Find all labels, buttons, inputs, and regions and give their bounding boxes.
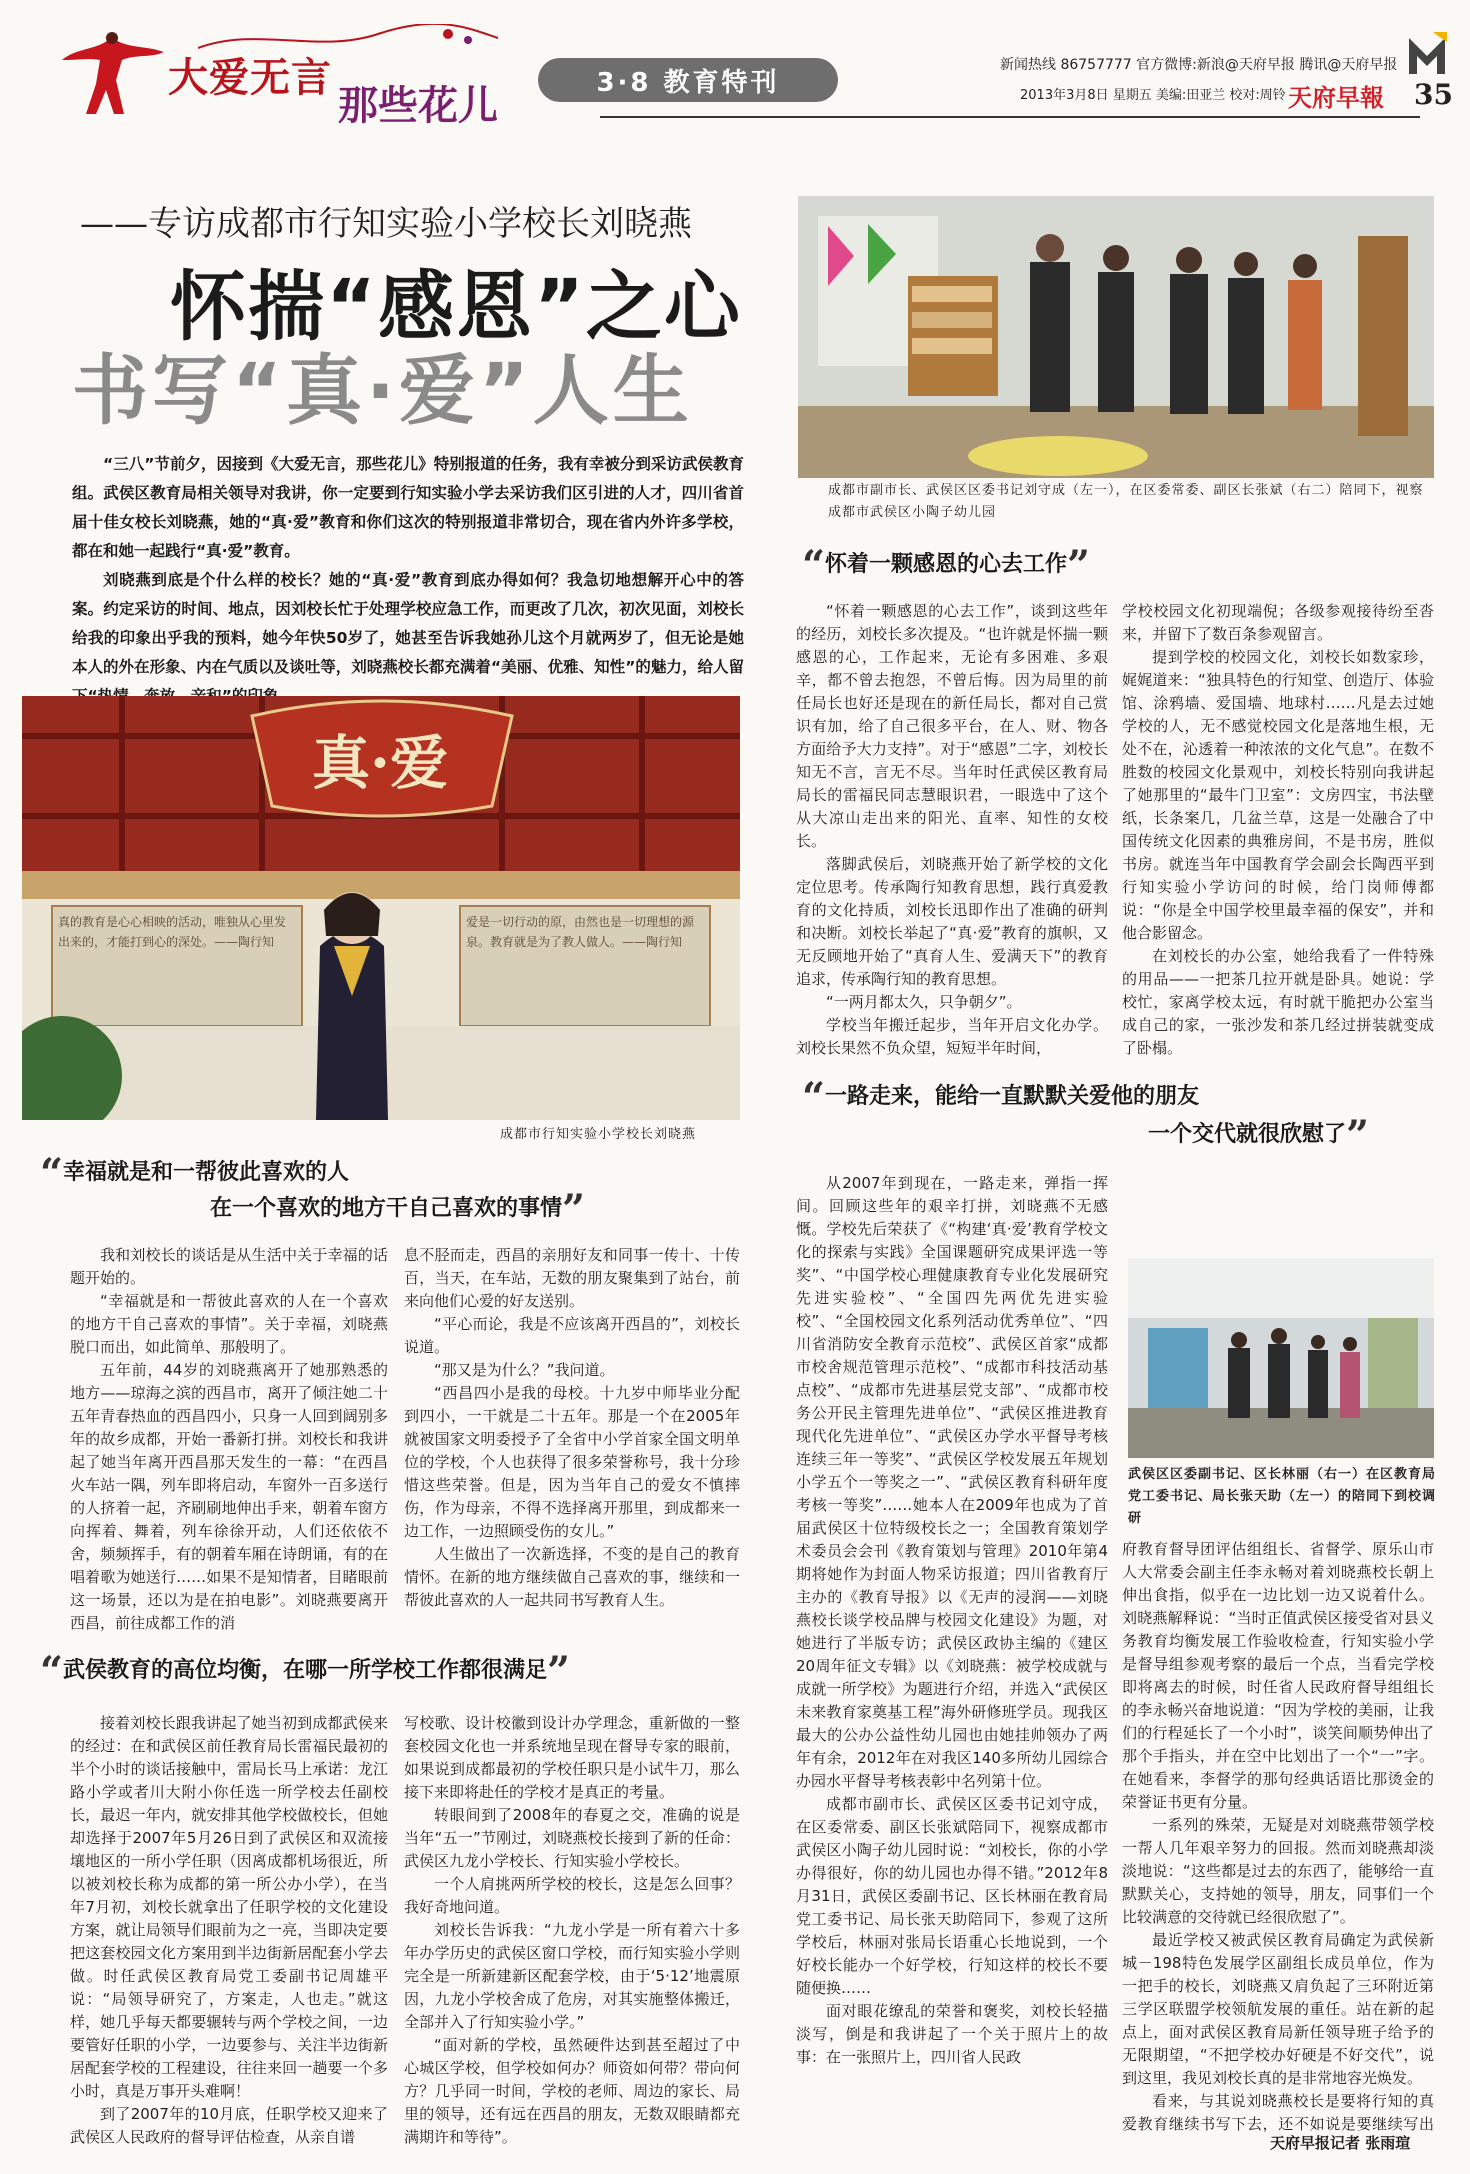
close-quote-mark: ” [1346, 1112, 1370, 1159]
paper-name: 天府早報 [1288, 83, 1384, 112]
dancer-icon [56, 30, 166, 116]
close-quote-mark: ” [562, 1186, 586, 1233]
article-intro [72, 450, 744, 711]
photo-caption-visit: 成都市副市长、武侯区区委书记刘守成（左一），在区委常委、副区长张斌（右二）陪同下，视察成都市武侯区小陶子幼儿园 [828, 483, 1424, 520]
photo-school-inspection [1128, 1258, 1434, 1458]
intro-paragraph: 刘晓燕到底是个什么样的校长？她的“真·爱”教育到底办得如何？我急切地想解开心中的答案。约定采访的时间、地点，因刘校长忙于处理学校应急工作，而更改了几次，初次见面，刘校长给我的印象出乎我的预料，她今年快50岁了，她甚至告诉我她孙儿这个月就两岁了，但无论是她本人的外在形象、内在气质以及谈吐等，刘晓燕校长都充满着“美丽、优雅、知性”的魅力，给人留 [72, 571, 744, 676]
portrait-sign-text: 真·爱 [311, 729, 449, 797]
page-number: 35 [1414, 78, 1453, 111]
open-quote-mark: “ [802, 542, 826, 589]
special-edition-banner: 3·8 教育特刊 [538, 58, 838, 102]
logo-text-main: 大爱无言 [168, 54, 332, 101]
text-column: 我和刘校长的谈话是从生活中关于幸福的话题开始的。 “幸福就是和一帮彼此喜欢的人在一个喜欢的地方干自己喜欢的事情”。关于幸福，刘晓燕脱口而出，如此简单、那般明了。 五年前，44岁的刘晓燕离开了她那熟悉的地方——琼海之滨的西昌市，离开了倾注她二十五年青春热血的西昌四小，只身一人回到阔别多年的故乡成都，开始一番新打拼。刘校长和我讲起了她当年离开西昌那天发生的一幕：“在西昌火车站一隅，列车即将启动，车窗外一百多送行的人挤着一起，齐刷刷地伸出手来，朝着车窗方向挥着、舞着，列车徐徐开动，人们还依依不舍，频频挥手，有的朝着车厢在诗朗诵，有的在唱着歌为她送行……如果不是知情者，目睹眼前这一场景，还以为是在拍电影”。刘晓燕要离开西昌，前往成都工作的消 [70, 1246, 388, 1632]
section-heading-balance: “武侯教育的高位均衡，在哪一所学校工作都很满足” [40, 1648, 571, 1695]
header-rule [600, 116, 1420, 118]
headline-line-1: 怀揣“感恩”之心 [170, 262, 742, 351]
intro-paragraph: “三八”节前夕，因接到《大爱无言，那些花儿》特别报道的任务，我有幸被分到采访武侯教育组。武侯区教育局相关领导对我讲，你一定要到行知实验小学去采访我们区引进的人才，四川省首届十佳女校长刘晓燕，她的“真·爱”教育和你们这次的特别报道非常切合，现在省内外许多学校，都在和她一起践行“真·爱”教育。 [72, 455, 744, 560]
text-column: 府教育督导团评估组组长、省督学、原乐山市人大常委会副主任李永畅对着刘晓燕校长朝上伸出食指，似乎在一边比划一边又说着什么。刘晓燕解释说：“当时正值武侯区接受省对县义务教育均衡发展工作验收检查，行知实验小学是督导组参观考察的最后一个点，当看完学校即将离去的时候，时任省人民政府督导组组长的李永畅兴奋地说道：“因为学校的美丽，让我们的行程延长了一个小时”，谈笑间顺势伸出了那个手指头，并在空中比划出了一个“一”字。在她看来，李督学的那句经典话语比那烫金的荣誉证书更有分量。 一系列的殊荣，无疑是对刘晓燕带领学校一帮人几年艰辛努力的回报。然而刘晓燕却淡淡地说：“这些都是过去的东西了，能够给一直默默关心，支持她的领导，朋友，同事们一个比较满意的交待就已经很欣慰了”。 最近学校又被武侯区教育局确定为武侯新城－198特色发展学区副组长成员单位，作为一把手的校长，刘晓燕又肩负起了三环附近第三学区联盟学校领航发展的重任。站在新的起点上，面对武侯区教育局新任领导班子给予的无限期望，“不把学校办好硬是不好交代”，说到这里，我见刘校长真的是非常地容光焕发。 看来，与其说刘晓燕校长是要将行知的真爱教育继续书写下去，还不如说是要继续写出 [1122, 1540, 1434, 2132]
open-quote-mark: “ [40, 1648, 64, 1695]
feature-logo [48, 20, 518, 129]
date-editor-text: 2013年3月8日 星期五 美编:田亚兰 校对:周铃 [1020, 88, 1286, 103]
photo-caption-portrait: 成都市行知实验小学校长刘晓燕 [500, 1127, 697, 1142]
hotline-text: 新闻热线 86757777 官方微博:新浪@天府早报 腾讯@天府早报 [1000, 57, 1398, 73]
reporter-byline: 天府早报记者 张雨瑄 [1270, 2134, 1411, 2152]
section-heading-happiness: “幸福就是和一帮彼此喜欢的人 [40, 1150, 350, 1197]
school-inspection-image [1128, 1258, 1434, 1458]
text-column: 接着刘校长跟我讲起了她当初到成都武侯来的经过：在和武侯区前任教育局长雷福民最初的半个小时的谈话接触中，雷局长马上承诺：龙江路小学或者川大附小你任选一所学校去任副校长，最迟一年内，就安排其他学校做校长，但她却选择于2007年5月26日到了武侯区和双流接壤地区的一所小学任职（因离成都机场很近，所以被刘校长称为成都的第一所公办小学），在当年7月初，刘校长就拿出了任职学校的文化建设方案，就让局领导们眼前为之一亮，当即决定要把这套校园文化方案用到半边街新居配套小学去做。时任武侯区教育局党工委副书记周雄平说：“局领导研究了，方案走，人也走。”就这样，她几乎每天都要辗转与两个学校之间，一边要管好任职的小学，一边要参与、关注半边街新居配套学校的工程建设，往往来回一趟要一个多小时，真是万事开头难啊！ 到了2007年的10月底，任职学校又迎来了武侯区人民政府的督导评估检查，从亲自谱 [70, 1714, 388, 2146]
portrait-board-left: 真的教育是心心相映的活动，唯独从心里发出来的，才能打到心的深处。——陶行知 [58, 915, 287, 949]
open-quote-mark: “ [40, 1150, 64, 1197]
kindergarten-visit-image [798, 196, 1434, 478]
section-heading-journey: “一路走来，能给一直默默关爱他的朋友 [802, 1074, 1200, 1121]
text-column: 从2007年到现在，一路走来，弹指一挥间。回顾这些年的艰辛打拼，刘晓燕不无感慨。学校先后荣获了《“构建‘真·爱’教育学校文化的探索与实践》全国课题研究成果评选一等奖”、“中国学校心理健康教育专业化发展研究先进实验校”、“全国四先两优先进实验校”、“全国校园文化系列活动优秀单位”、“四川省消防安全教育示范校”、武侯区首家“成都市校舍规范管理示范校”、“成都市科技活动基点校”、“成都市先进基层党支部”、“成都市校务公开民主管理先进单位”、“武侯区推进教育现代化先进单位”、“武侯区办学水平督导考核连续三年一等奖”、“武侯区学校发展五年规划小学五个一等奖之一”、“武侯区教育科研年度考核一等奖”……她本人在2009年也成为了首届武侯区十位特级校长之一；全国教育策划学术委员会会刊《教育策划与管理》2010年第4期将她作为封面人物采访报道；四川省教育厅主办的《教育导报》以《无声的浸润——刘晓燕校长谈学校品牌与校园文化建设》为题，对她进行了半版专访；武侯区政协主编的《建区20周年征文专辑》以《刘晓燕：被学校成就与成就一所学校》为题进行介绍，并选入“武侯区未来教育家奠基工程”海外研修班学员。现我区最大的公办公益性幼儿园也由她挂帅领办了两年有余，2012年在对我区140多所幼儿园综合办园水平督导考核表彰中名列第十位。 成都市副市长、武侯区区委书记刘守成，在区委常委、副区长张斌陪同下，视察成都市武侯区小陶子幼儿园时说：“刘校长，你的小学办得很好，你的幼儿园也办得不错。”2012年8月31日，武侯区委副书记、区长林丽在教育局党工委书记、局长张天助陪同下，参观了这所学校后，林丽对张局长语重心长地说到，一个好校长能办一个好学校，行知这样的校长不要随便换…… 面对眼花缭乱的荣誉和褒奖，刘校长轻描淡写，倒是和我讲起了一个关于照片上的故事：在一张照片上，四川省人民政 [796, 1174, 1108, 2066]
section-heading-gratitude: “怀着一颗感恩的心去工作” [802, 542, 1091, 589]
newspaper-m-logo-icon [1405, 30, 1449, 76]
close-quote-mark: ” [547, 1648, 571, 1695]
portrait-board-right: 爱是一切行动的原，由然也是一切理想的源泉。教育就是为了教人做人。——陶行知 [466, 915, 695, 949]
page-header [0, 0, 1470, 129]
open-quote-mark: “ [802, 1074, 826, 1121]
text-column: “怀着一颗感恩的心去工作”，谈到这些年的经历，刘校长多次提及。“也许就是怀揣一颗感恩的心，工作起来，无论有多困难、多艰辛，都不曾去抱怨，不曾后悔。因为局里的前任局长也好还是现在的新任局长，都对自己赏识有加，给了自己很多平台，在人、财、物各方面给予大力支持”。对于“感恩”二字，刘校长知无不言，言无不尽。当年时任武侯区教育局局长的雷福民同志慧眼识君，一眼选中了这个从大凉山走出来的阳光、直率、知性的女校长。 落脚武侯后，刘晓燕开始了新学校的文化定位思考。传承陶行知教育思想，践行真爱教育的文化持质，刘校长迅即作出了准确的研判和决断。刘校长举起了“真·爱”教育的旗帜，又无反顾地开始了“真育人生、爱满天下”的教育追求，传承陶行知的教育思想。 “一两月都太久，只争朝夕”。 学校当年搬迁起步，当年开启文化办学。刘校长果然不负众望，短短半年时间， [796, 602, 1108, 1057]
section-heading-happiness-2: 在一个喜欢的地方干自己喜欢的事情” [210, 1186, 586, 1233]
text-column: 息不胫而走，西昌的亲朋好友和同事一传十、十传百，当天，在车站，无数的朋友聚集到了站台，前来向他们心爱的好友送别。 “平心而论，我是不应该离开西昌的”，刘校长说道。 “那又是为什么？”我问道。 “西昌四小是我的母校。十九岁中师毕业分配到四小，一干就是二十五年。那是一个在2005年就被国家文明委授予了全省中小学首家全国文明单位的学校，个人也获得了很多荣誉称号，我十分珍惜这些荣誉。但是，因为当年自己的爱女不慎摔伤，作为母亲，不得不选择离开那里，到成都来一边工作，一边照顾受伤的女儿。” 人生做出了一次新选择，不变的是自己的教育情怀。在新的地方继续做自己喜欢的事，继续和一帮彼此喜欢的人一起共同书写教育人生。 [404, 1246, 740, 1609]
section-heading-journey-2: 一个交代就很欣慰了” [1148, 1112, 1370, 1159]
photo-caption-inspection: 武侯区区委副书记、区长林丽（右一）在区教育局党工委书记、局长张天助（左一）的陪同下到校调研 [1128, 1467, 1437, 1526]
photo-kindergarten-visit [798, 196, 1434, 478]
text-column: 学校校园文化初现端倪；各级参观接待纷至沓来，并留下了数百条参观留言。 提到学校的校园文化，刘校长如数家珍，娓娓道来：“独具特色的行知堂、创造厅、体验馆、涂鸦墙、爱国墙、地球村……凡是去过她学校的人，无不感觉校园文化是落地生根，无处不在，沁透着一种浓浓的文化气息”。在数不胜数的校园文化景观中，刘校长特别向我讲起了她那里的“最牛门卫室”：文房四宝，书法壁纸，长条案几，几盆兰草，这是一处融合了中国传统文化因素的典雅房间，不是书房，胜似书房。就连当年中国教育学会副会长陶西平到行知实验小学访问的时候，给门岗师傅都说：“你是全中国学校里最幸福的保安”，并和他合影留念。 在刘校长的办公室，她给我看了一件特殊的用品——一把茶几拉开就是卧具。她说：学校忙，家离学校太远，有时就干脆把办公室当成自己的家，一张沙发和茶几经过拼装就变成了卧榻。 [1122, 602, 1434, 1057]
text-column: 写校歌、设计校徽到设计办学理念，重新做的一整套校园文化也一并系统地呈现在督导专家的眼前，如果说到成都最初的学校任职只是小试牛刀，那么接下来即将赴任的学校才是真正的考量。 转眼间到了2008年的春夏之交，准确的说是当年“五一”节刚过，刘晓燕校长接到了新的任命：武侯区九龙小学校长、行知实验小学校长。 一个人肩挑两所学校的校长，这是怎么回事？我好奇地问道。 刘校长告诉我：“九龙小学是一所有着六十多年办学历史的武侯区窗口学校，而行知实验小学则完全是一所新建新区配套学校，由于‘5·12’地震原因，九龙小学校舍成了危房，对其实施整体搬迁，全部并入了行知实验小学。” “面对新的学校，虽然硬件达到甚至超过了中心城区学校，但学校如何办？师资如何带？带向何方？几乎同一时间，学校的老师、周边的家长、局里的领导，还有远在西昌的朋友，无数双眼睛都充满期许和等待”。 [404, 1714, 740, 2146]
close-quote-mark: ” [1067, 542, 1091, 589]
logo-text-sub: 那些花儿 [338, 82, 498, 129]
headline-line-2: 书写“真·爱”人生 [72, 346, 693, 435]
article-subtitle: ——专访成都市行知实验小学校长刘晓燕 [80, 204, 692, 244]
